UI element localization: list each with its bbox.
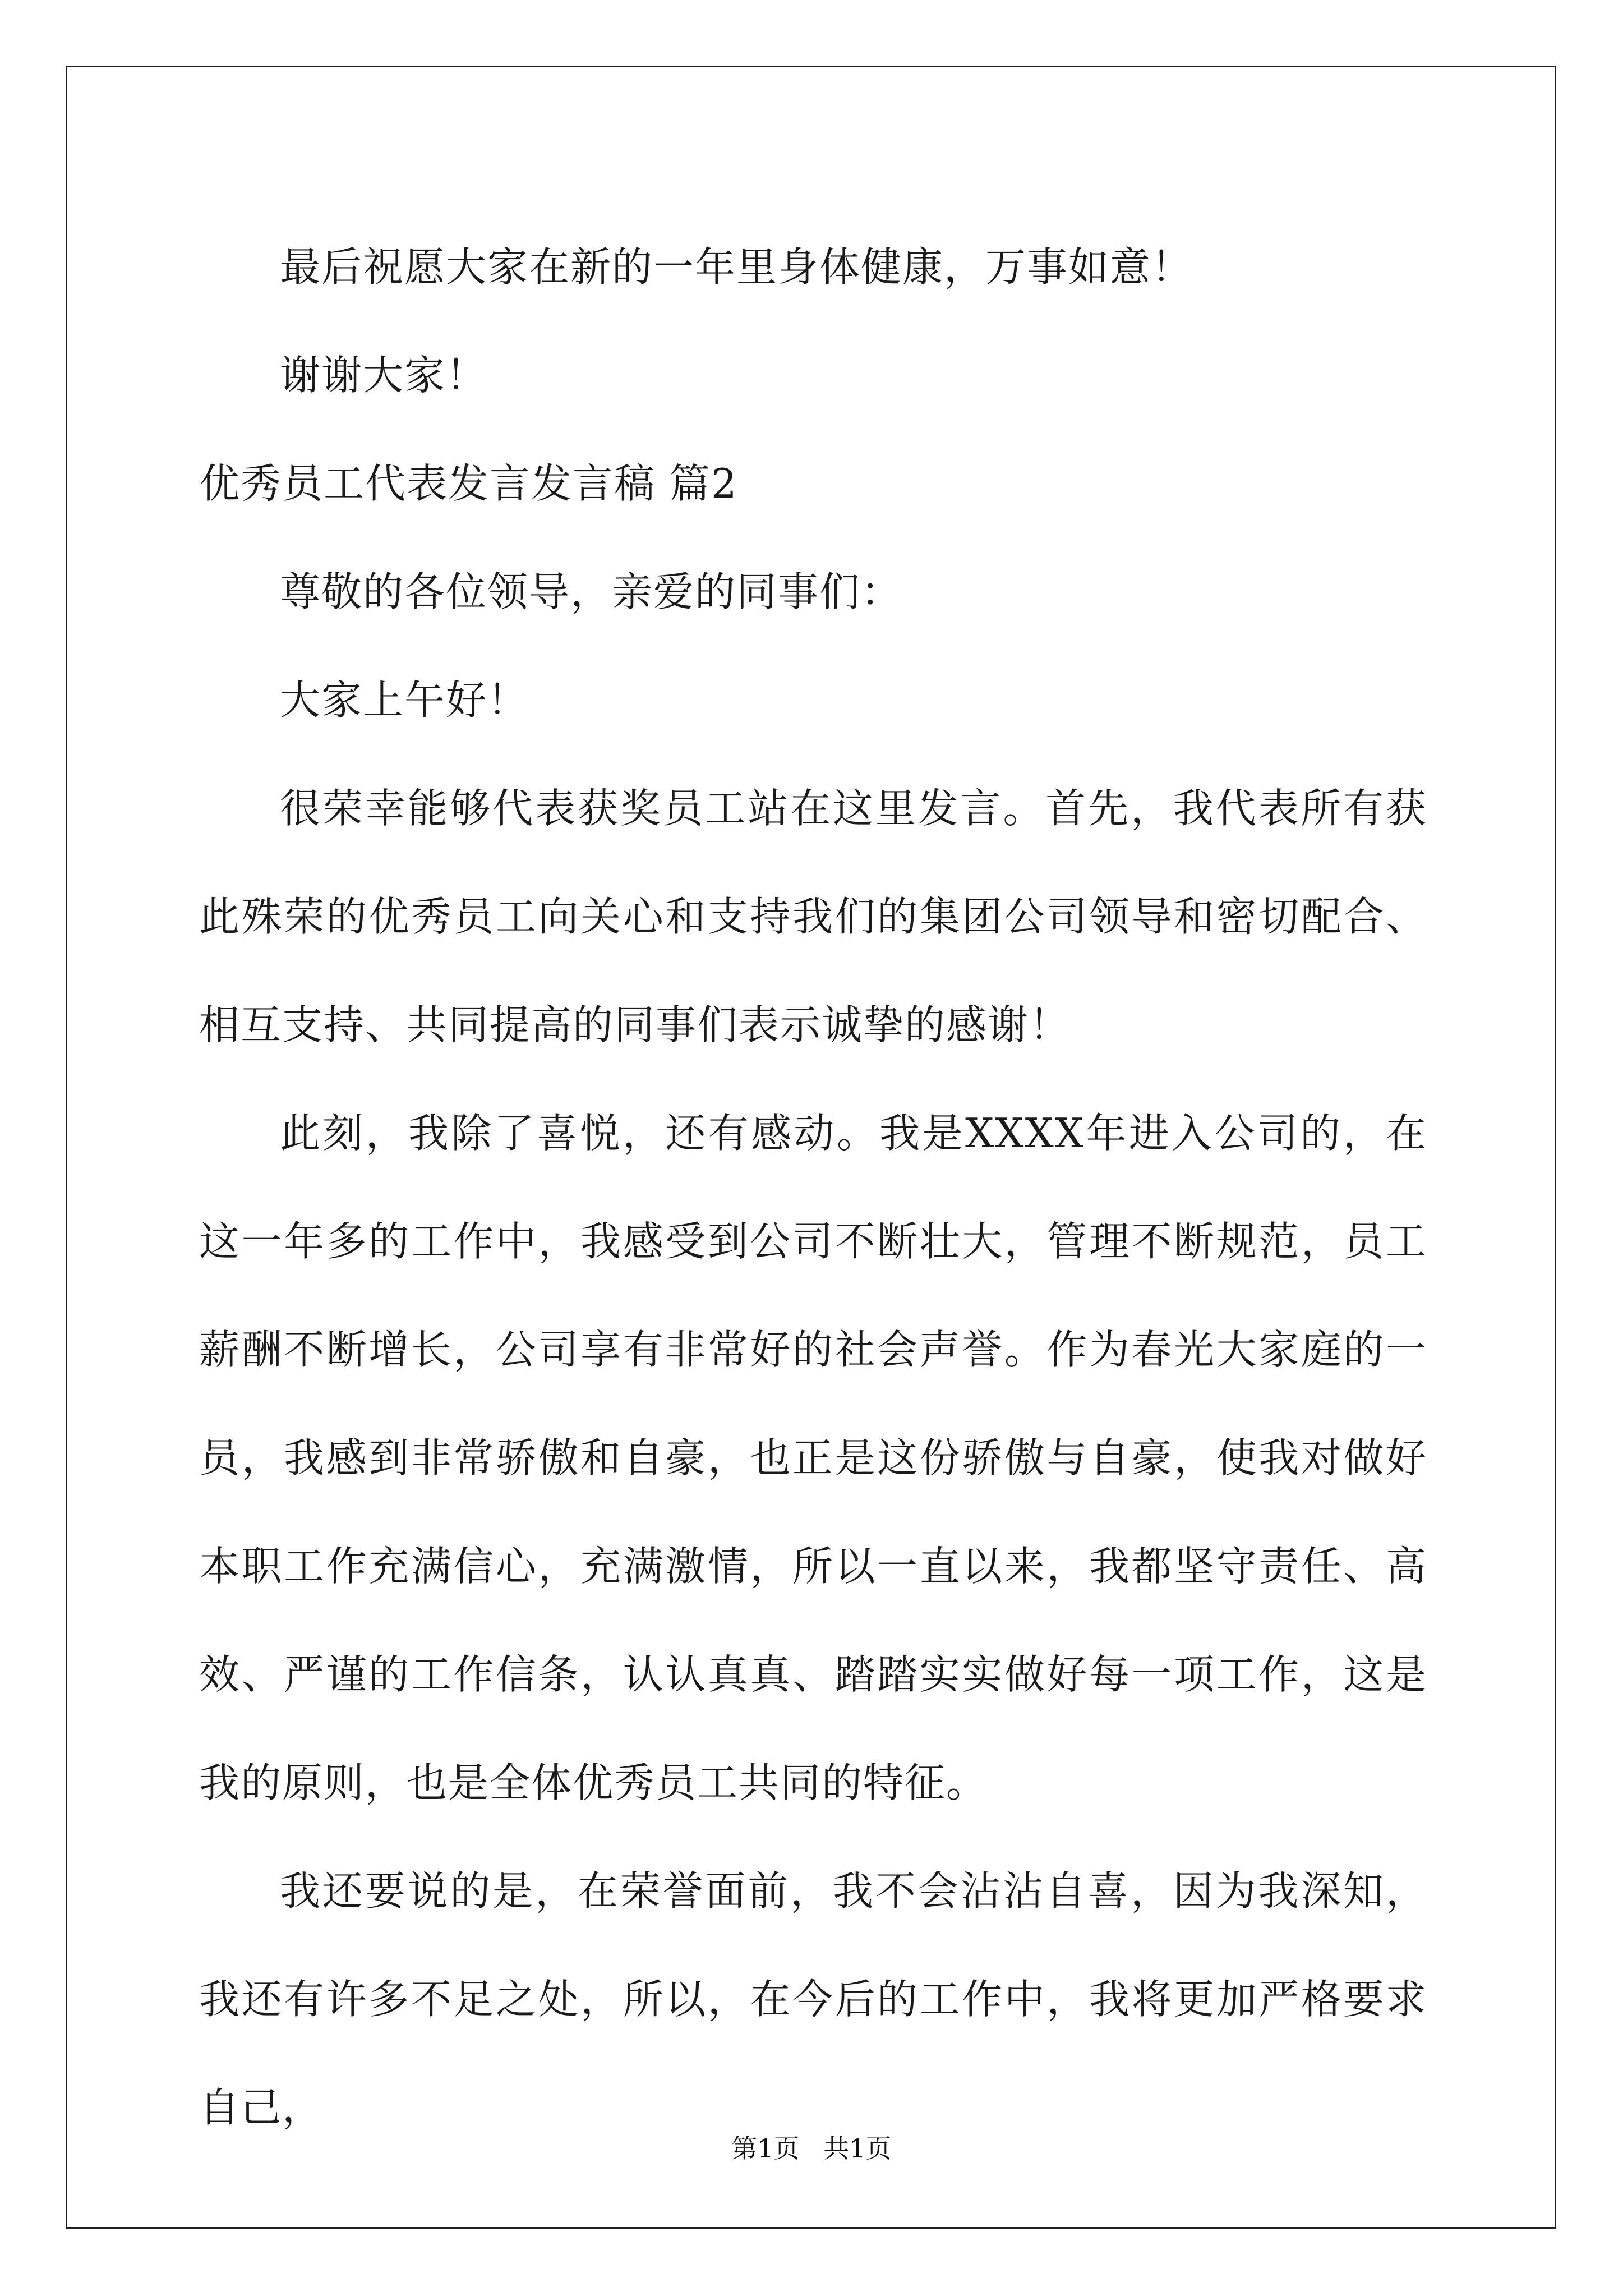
- body-paragraph-humility: 我还要说的是，在荣誉面前，我不会沾沾自喜，因为我深知，我还有许多不足之处，所以，在今后的工作中，我将更加严格要求自己，: [199, 1867, 1427, 2131]
- page-footer: [0, 2132, 1623, 2165]
- page-number: 第1页: [731, 2133, 800, 2164]
- thanks-paragraph: 谢谢大家！: [280, 352, 488, 399]
- body-paragraph-honor: 很荣幸能够代表获奖员工站在这里发言。首先，我代表所有获此殊荣的优秀员工向关心和支持我们的集团公司领导和密切配合、相互支持、共同提高的同事们表示诚挚的感谢！: [199, 785, 1427, 1048]
- closing-wish-paragraph: 最后祝愿大家在新的一年里身体健康，万事如意！: [280, 243, 1193, 291]
- document-body: [199, 213, 1427, 2162]
- salutation-paragraph: 尊敬的各位领导，亲爱的同事们：: [280, 568, 903, 615]
- section-heading: 优秀员工代表发言发言稿 篇2: [199, 460, 738, 507]
- body-paragraph-feelings: 此刻，我除了喜悦，还有感动。我是XXXX年进入公司的，在这一年多的工作中，我感受到公司不断壮大，管理不断规范，员工薪酬不断增长，公司享有非常好的社会声誉。作为春光大家庭的一员，我感到非常骄傲和自豪，也正是这份骄傲与自豪，使我对做好本职工作充满信心，充满激情，所以一直以来，我都坚守责任、高效、严谨的工作信条，认认真真、踏踏实实做好每一项工作，这是我的原则，也是全体优秀员工共同的特征。: [199, 1110, 1427, 1806]
- greeting-paragraph: 大家上午好！: [280, 677, 529, 724]
- page-total: 共1页: [823, 2133, 892, 2164]
